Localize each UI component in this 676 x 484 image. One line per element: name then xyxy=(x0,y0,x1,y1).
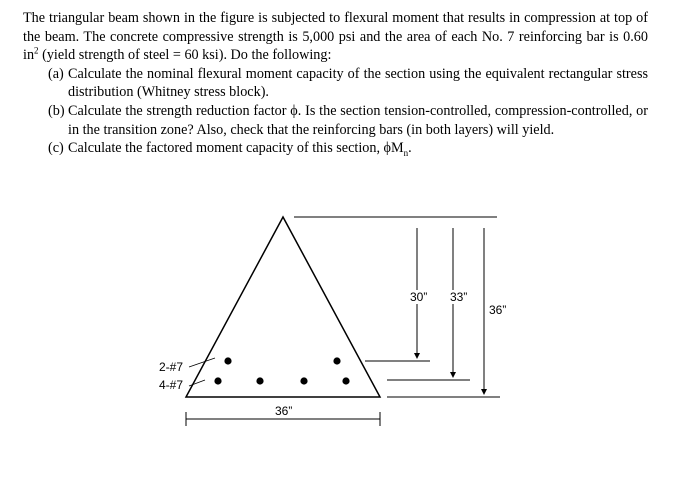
bottom-bar-3 xyxy=(300,377,307,384)
top-bar-left xyxy=(224,357,231,364)
bottom-bar-2 xyxy=(256,377,263,384)
dim-label-33: 33” xyxy=(450,290,468,304)
part-b: (b) Calculate the strength reduction factor ϕ. Is the section tension-controlled, compression-controlled, or in the transition zone? Also, check that the reinforcing bars (in both layers) will yield. xyxy=(48,102,648,138)
label-bottom-bars: 4-#7 xyxy=(159,378,184,392)
triangular-section-outline xyxy=(186,217,380,397)
leader-top-bars xyxy=(189,358,215,367)
dim-label-36-base: 36” xyxy=(275,404,293,418)
dim-label-30: 30” xyxy=(410,290,428,304)
bottom-bar-4 xyxy=(342,377,349,384)
leader-bottom-bars xyxy=(189,380,205,386)
part-a: (a) Calculate the nominal flexural moment capacity of the section using the equivalent rectangular stress distribution (Whitney stress block). xyxy=(48,65,648,101)
problem-intro: The triangular beam shown in the figure is subjected to flexural moment that results in compression at top of the beam. The concrete compressive strength is 5,000 psi and the area of each No. 7 reinforcing bar is 0.60 $in^2$ (yield strength of steel = 60 ksi). Do the following: xyxy=(23,10,648,64)
label-top-bars: 2-#7 xyxy=(159,360,184,374)
top-bar-right xyxy=(333,357,340,364)
part-c: (c) Calculate the factored moment capacity of this section, $\phi M_n$. xyxy=(48,140,412,158)
dim-label-36-height: 36” xyxy=(489,303,507,317)
bottom-bar-1 xyxy=(214,377,221,384)
